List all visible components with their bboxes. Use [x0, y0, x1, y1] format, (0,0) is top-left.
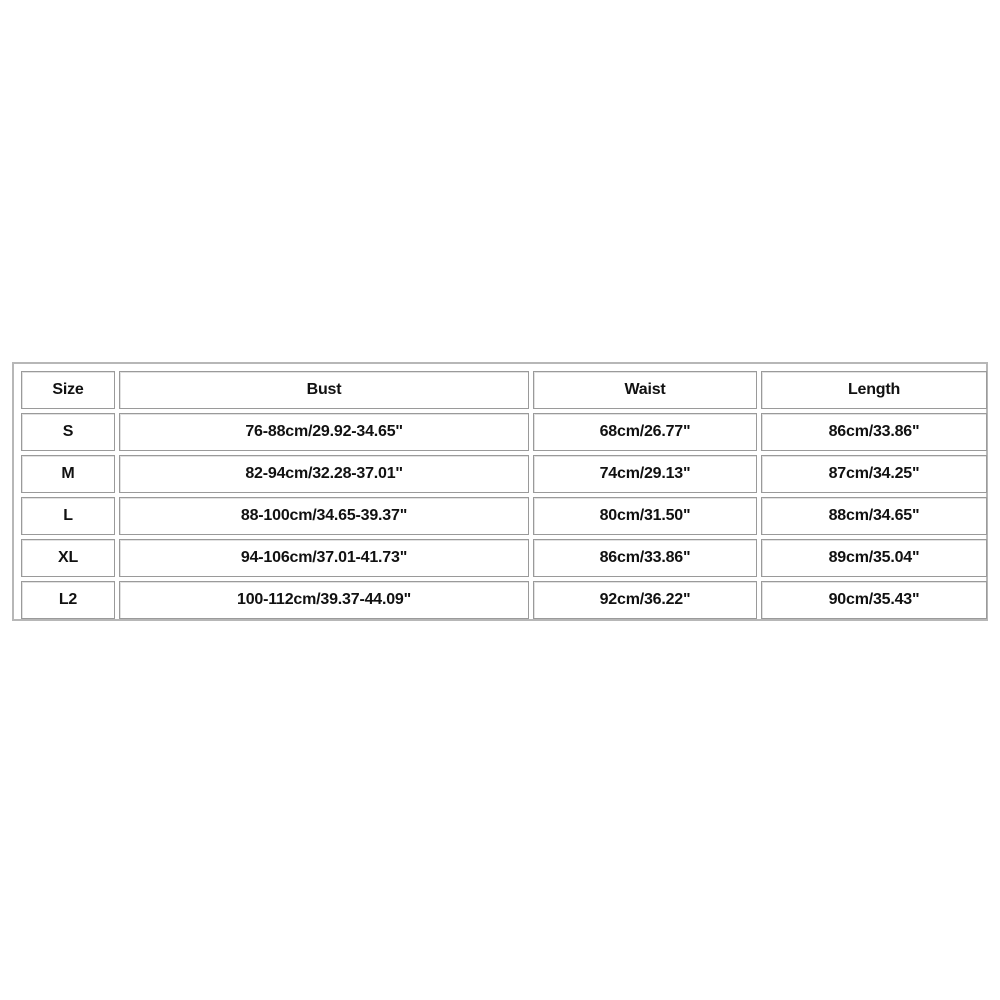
cell-length: 87cm/34.25" [761, 455, 987, 493]
cell-bust: 94-106cm/37.01-41.73" [119, 539, 529, 577]
cell-size: M [21, 455, 115, 493]
cell-length: 90cm/35.43" [761, 581, 987, 619]
header-bust: Bust [119, 371, 529, 409]
size-chart-table [17, 367, 991, 623]
cell-length: 89cm/35.04" [761, 539, 987, 577]
header-size: Size [21, 371, 115, 409]
cell-size: XL [21, 539, 115, 577]
cell-waist: 74cm/29.13" [533, 455, 757, 493]
table-row [21, 455, 987, 493]
cell-length: 88cm/34.65" [761, 497, 987, 535]
cell-size: L [21, 497, 115, 535]
table-row [21, 539, 987, 577]
header-waist: Waist [533, 371, 757, 409]
table-row [21, 413, 987, 451]
cell-size: S [21, 413, 115, 451]
cell-waist: 80cm/31.50" [533, 497, 757, 535]
cell-waist: 86cm/33.86" [533, 539, 757, 577]
cell-bust: 76-88cm/29.92-34.65'' [119, 413, 529, 451]
header-length: Length [761, 371, 987, 409]
cell-bust: 100-112cm/39.37-44.09" [119, 581, 529, 619]
cell-waist: 68cm/26.77" [533, 413, 757, 451]
header-row [21, 371, 987, 409]
cell-waist: 92cm/36.22" [533, 581, 757, 619]
size-chart [12, 362, 988, 621]
cell-length: 86cm/33.86" [761, 413, 987, 451]
table-row [21, 497, 987, 535]
table-row [21, 581, 987, 619]
cell-bust: 82-94cm/32.28-37.01'' [119, 455, 529, 493]
cell-size: L2 [21, 581, 115, 619]
cell-bust: 88-100cm/34.65-39.37" [119, 497, 529, 535]
